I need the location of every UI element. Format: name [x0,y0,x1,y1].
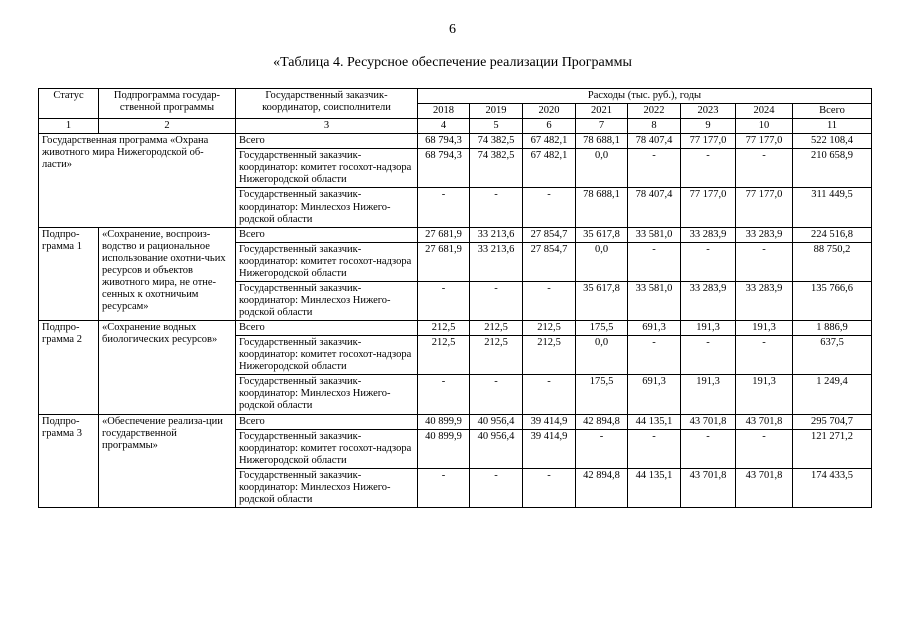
table-title: «Таблица 4. Ресурсное обеспечение реализации Программы [273,55,632,70]
value-cell: 175,5 [576,375,628,414]
column-number: 7 [576,119,628,134]
value-cell: 40 899,9 [418,414,470,429]
resource-table [38,88,872,508]
column-number: 5 [470,119,523,134]
value-cell: - [523,375,576,414]
value-cell: 78 688,1 [576,188,628,227]
value-cell: - [681,429,736,468]
header-row [39,89,872,104]
value-cell: - [736,149,793,188]
value-cell: - [418,188,470,227]
value-cell: - [418,281,470,320]
header-subprogram: Подпрограмма государ-ственной программы [99,89,236,119]
value-cell: 35 617,8 [576,227,628,242]
value-cell: - [418,375,470,414]
total-value-cell: 174 433,5 [793,468,872,507]
value-cell: 40 956,4 [470,429,523,468]
value-cell: 68 794,3 [418,149,470,188]
customer-cell: Государственный заказчик-координатор: комитет госохот-надзора Нижегородской области [236,149,418,188]
customer-cell: Государственный заказчик-координатор: Минлесхоз Нижего-родской области [236,468,418,507]
value-cell: 40 956,4 [470,414,523,429]
value-cell: 42 894,8 [576,468,628,507]
value-cell: - [523,188,576,227]
value-cell: 44 135,1 [628,468,681,507]
value-cell: 27 681,9 [418,227,470,242]
customer-cell: Всего [236,134,418,149]
value-cell: 212,5 [523,321,576,336]
customer-cell: Государственный заказчик-координатор: комитет госохот-надзора Нижегородской области [236,336,418,375]
header-total: Всего [793,104,872,119]
value-cell: 27 854,7 [523,227,576,242]
total-value-cell: 210 658,9 [793,149,872,188]
value-cell: 191,3 [736,321,793,336]
total-value-cell: 522 108,4 [793,134,872,149]
header-year: 2023 [681,104,736,119]
value-cell: 78 688,1 [576,134,628,149]
subprogram-cell: «Обеспечение реализа-ции государственной программы» [99,414,236,507]
value-cell: 43 701,8 [736,414,793,429]
value-cell: 43 701,8 [681,414,736,429]
column-number: 1 [39,119,99,134]
header-year: 2021 [576,104,628,119]
value-cell: 78 407,4 [628,134,681,149]
header-year: 2019 [470,104,523,119]
value-cell: 691,3 [628,321,681,336]
customer-cell: Всего [236,414,418,429]
value-cell: - [418,468,470,507]
value-cell: 77 177,0 [736,188,793,227]
value-cell: - [681,242,736,281]
column-number: 4 [418,119,470,134]
value-cell: 191,3 [681,321,736,336]
customer-cell: Всего [236,227,418,242]
header-status: Статус [39,89,99,119]
value-cell: 35 617,8 [576,281,628,320]
value-cell: - [470,468,523,507]
total-value-cell: 135 766,6 [793,281,872,320]
value-cell: 42 894,8 [576,414,628,429]
column-number: 8 [628,119,681,134]
value-cell: 33 213,6 [470,242,523,281]
program-cell: Государственная программа «Охрана животного мира Нижегородской об-ласти» [39,134,236,227]
value-cell: 27 854,7 [523,242,576,281]
value-cell: 78 407,4 [628,188,681,227]
value-cell: 33 283,9 [681,281,736,320]
total-value-cell: 88 750,2 [793,242,872,281]
value-cell: 212,5 [470,336,523,375]
value-cell: 33 581,0 [628,281,681,320]
customer-cell: Государственный заказчик-координатор: комитет госохот-надзора Нижегородской области [236,242,418,281]
value-cell: 212,5 [523,336,576,375]
value-cell: 39 414,9 [523,414,576,429]
value-cell: 77 177,0 [681,188,736,227]
status-cell: Подпро-грамма 1 [39,227,99,320]
customer-cell: Государственный заказчик-координатор: Минлесхоз Нижего-родской области [236,188,418,227]
value-cell: 33 283,9 [736,281,793,320]
value-cell: 191,3 [736,375,793,414]
value-cell: - [523,281,576,320]
value-cell: - [628,149,681,188]
value-cell: - [470,375,523,414]
value-cell: 43 701,8 [681,468,736,507]
header-year: 2024 [736,104,793,119]
column-number: 11 [793,119,872,134]
total-value-cell: 121 271,2 [793,429,872,468]
value-cell: 67 482,1 [523,149,576,188]
value-cell: - [681,149,736,188]
header-customer: Государственный заказчик-координатор, соисполнители [236,89,418,119]
header-year: 2020 [523,104,576,119]
value-cell: - [470,188,523,227]
value-cell: - [576,429,628,468]
total-value-cell: 637,5 [793,336,872,375]
total-value-cell: 224 516,8 [793,227,872,242]
column-number: 2 [99,119,236,134]
value-cell: - [736,429,793,468]
value-cell: - [470,281,523,320]
value-cell: 39 414,9 [523,429,576,468]
page-number: 6 [449,22,456,37]
value-cell: 212,5 [470,321,523,336]
value-cell: 40 899,9 [418,429,470,468]
status-cell: Подпро-грамма 3 [39,414,99,507]
value-cell: 691,3 [628,375,681,414]
column-number: 10 [736,119,793,134]
value-cell: 43 701,8 [736,468,793,507]
value-cell: 33 581,0 [628,227,681,242]
column-number: 6 [523,119,576,134]
value-cell: 67 482,1 [523,134,576,149]
header-expenses: Расходы (тыс. руб.), годы [418,89,872,104]
value-cell: - [736,242,793,281]
column-numbers-row [39,119,872,134]
table-row [39,134,872,149]
total-value-cell: 1 249,4 [793,375,872,414]
value-cell: 33 213,6 [470,227,523,242]
value-cell: 33 283,9 [681,227,736,242]
value-cell: 175,5 [576,321,628,336]
header-year: 2018 [418,104,470,119]
value-cell: 27 681,9 [418,242,470,281]
customer-cell: Государственный заказчик-координатор: Минлесхоз Нижего-родской области [236,281,418,320]
value-cell: - [628,429,681,468]
status-cell: Подпро-грамма 2 [39,321,99,414]
value-cell: - [681,336,736,375]
value-cell: 212,5 [418,336,470,375]
value-cell: 74 382,5 [470,149,523,188]
value-cell: 0,0 [576,336,628,375]
subprogram-cell: «Сохранение водных биологических ресурсов» [99,321,236,414]
value-cell: - [628,242,681,281]
value-cell: 191,3 [681,375,736,414]
value-cell: - [736,336,793,375]
customer-cell: Государственный заказчик-координатор: Минлесхоз Нижего-родской области [236,375,418,414]
value-cell: 68 794,3 [418,134,470,149]
value-cell: 212,5 [418,321,470,336]
value-cell: 74 382,5 [470,134,523,149]
total-value-cell: 1 886,9 [793,321,872,336]
value-cell: 77 177,0 [681,134,736,149]
column-number: 9 [681,119,736,134]
value-cell: 44 135,1 [628,414,681,429]
value-cell: - [523,468,576,507]
total-value-cell: 311 449,5 [793,188,872,227]
header-year: 2022 [628,104,681,119]
customer-cell: Всего [236,321,418,336]
column-number: 3 [236,119,418,134]
total-value-cell: 295 704,7 [793,414,872,429]
value-cell: - [628,336,681,375]
table-row [39,321,872,336]
value-cell: 0,0 [576,149,628,188]
table-row [39,414,872,429]
value-cell: 77 177,0 [736,134,793,149]
value-cell: 33 283,9 [736,227,793,242]
value-cell: 0,0 [576,242,628,281]
table-row [39,227,872,242]
subprogram-cell: «Сохранение, воспроиз-водство и рациональное использование охотни-чьих ресурсов и объектов животного мира, не отне-сенных к охотничьим ресурсам» [99,227,236,320]
customer-cell: Государственный заказчик-координатор: комитет госохот-надзора Нижегородской области [236,429,418,468]
